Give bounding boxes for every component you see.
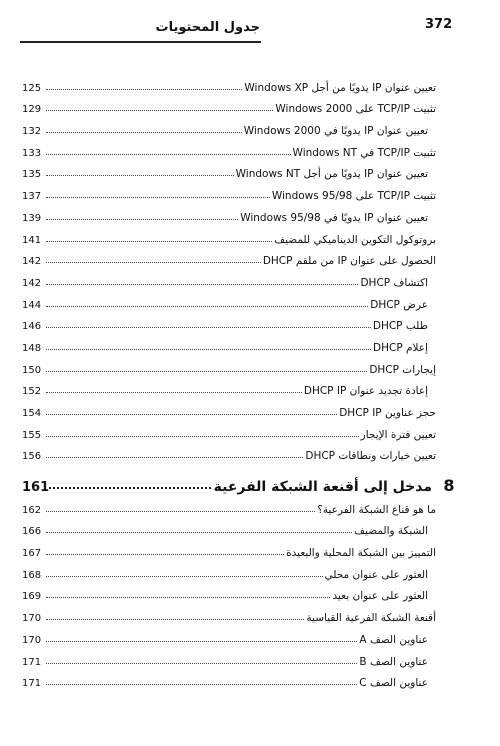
toc-entry-page: 125 (22, 82, 42, 94)
toc-section-bottom (22, 494, 436, 689)
toc-entry-label: عناوين الصف C (359, 677, 428, 690)
toc-entry-label: اكتشاف DHCP (360, 276, 428, 289)
toc-entry-label: ما هو قناع الشبكة الفرعية؟ (317, 503, 436, 516)
toc-entry-page: 162 (22, 504, 42, 516)
toc-entry-page: 133 (22, 147, 42, 159)
leader-dots (46, 349, 371, 350)
toc-entry-page: 139 (22, 212, 42, 224)
toc-entry-page: 132 (22, 126, 42, 138)
toc-section-top (22, 72, 436, 462)
toc-entry-label: التمييز بين الشبكة المحلية والبعيدة (286, 547, 436, 560)
leader-dots (46, 684, 357, 685)
toc-entry (22, 332, 436, 354)
toc-entry-page: 150 (22, 364, 42, 376)
toc-entry-label: تثبيت TCP/IP على Windows 2000 (275, 103, 436, 116)
toc-entry-page: 169 (22, 591, 42, 603)
toc-entry-page: 137 (22, 191, 42, 203)
toc-entry-label: إعلام DHCP (373, 341, 428, 354)
toc-entry (22, 581, 436, 603)
toc-entry-page: 155 (22, 429, 42, 441)
toc-entry-page: 171 (22, 656, 42, 668)
leader-dots (46, 219, 238, 220)
toc-entry-label: تعيين عنوان IP يدويًا من أجل Windows NT (235, 168, 428, 181)
leader-dots (46, 414, 337, 415)
toc-entry (22, 311, 436, 333)
toc-entry-label: تثبيت TCP/IP على Windows 95/98 (271, 190, 436, 203)
toc-entry (22, 94, 436, 116)
chapter-heading (22, 469, 462, 495)
toc-entry (22, 267, 436, 289)
toc-entry-page: 152 (22, 386, 42, 398)
toc-entry-label: عرض DHCP (370, 298, 428, 311)
leader-dots (49, 487, 211, 489)
toc-entry (22, 115, 436, 137)
toc-entry-label: العثور على عنوان محلي (324, 568, 428, 581)
toc-entry-page: 148 (22, 342, 42, 354)
toc-entry-label: العثور على عنوان بعيد (332, 590, 428, 603)
toc-entry-page: 171 (22, 678, 42, 690)
toc-entry (22, 441, 436, 463)
running-header-title: جدول المحتويات (155, 20, 260, 35)
toc-entry-page: 141 (22, 234, 42, 246)
leader-dots (46, 457, 303, 458)
leader-dots (46, 597, 330, 598)
leader-dots (46, 619, 304, 620)
leader-dots (46, 641, 357, 642)
toc-entry (22, 494, 436, 516)
toc-entry-page: 166 (22, 526, 42, 538)
leader-dots (46, 554, 284, 555)
header-rule (20, 41, 261, 43)
leader-dots (46, 663, 357, 664)
leader-dots (46, 262, 261, 263)
toc-entry (22, 159, 436, 181)
toc-entry (22, 668, 436, 690)
toc-entry (22, 559, 436, 581)
page-header (0, 0, 500, 50)
toc-entry (22, 224, 436, 246)
leader-dots (46, 371, 367, 372)
toc-entry-label: إيجارات DHCP (369, 363, 436, 376)
toc-entry (22, 397, 436, 419)
toc-entry (22, 516, 436, 538)
toc-entry-page: 146 (22, 321, 42, 333)
toc-entry-label: تثبيت TCP/IP في Windows NT (292, 146, 436, 159)
toc-entry-label: تعيين خيارات ونطاقات DHCP (305, 450, 436, 463)
leader-dots (46, 306, 368, 307)
leader-dots (46, 110, 273, 111)
toc-entry-page: 170 (22, 613, 42, 625)
leader-dots (46, 241, 272, 242)
page-number: 372 (425, 17, 453, 32)
toc-entry (22, 354, 436, 376)
toc-entry (22, 246, 436, 268)
leader-dots (46, 154, 291, 155)
toc-entry-page: 129 (22, 104, 42, 116)
leader-dots (46, 175, 234, 176)
toc-entry-page: 144 (22, 299, 42, 311)
toc-entry-label: بروتوكول التكوين الديناميكي للمضيف (274, 233, 436, 246)
toc-entry-label: تعيين عنوان IP يدويًا في Windows 95/98 (240, 211, 428, 224)
toc-entry-label: عناوين الصف B (359, 655, 428, 668)
toc-entry-label: طلب DHCP (372, 320, 428, 333)
chapter-title: مدخل إلى أقنعة الشبكة الفرعية (213, 479, 432, 495)
chapter-number: 8 (443, 476, 455, 495)
leader-dots (46, 89, 242, 90)
toc-entry-label: حجز عناوين DHCP IP (339, 407, 436, 419)
toc-entry (22, 419, 436, 441)
toc-entry-page: 142 (22, 256, 42, 268)
toc-entry-page: 135 (22, 169, 42, 181)
toc-entry-page: 156 (22, 451, 42, 463)
toc-entry-label: الشبكة والمضيف (354, 525, 428, 538)
toc-entry (22, 180, 436, 202)
toc-entry-page: 168 (22, 569, 42, 581)
toc-entry (22, 72, 436, 94)
leader-dots (46, 132, 242, 133)
toc-entry-label: تعيين فترة الإيجار (360, 428, 436, 441)
toc-entry-label: عناوين الصف A (359, 633, 428, 646)
toc-entry-page: 167 (22, 548, 42, 560)
toc-entry (22, 602, 436, 624)
leader-dots (46, 284, 358, 285)
leader-dots (46, 511, 315, 512)
toc-entry (22, 137, 436, 159)
toc-entry (22, 646, 436, 668)
toc-entry (22, 289, 436, 311)
leader-dots (46, 197, 270, 198)
toc-entry (22, 376, 436, 398)
toc-entry-page: 154 (22, 408, 42, 419)
chapter-page: 161 (22, 480, 50, 495)
toc-entry-label: تعيين عنوان IP يدويًا في Windows 2000 (243, 125, 428, 138)
toc-entry-label: الحصول على عنوان IP من ملقم DHCP (262, 255, 436, 268)
toc-entry (22, 202, 436, 224)
toc-entry (22, 537, 436, 559)
leader-dots (46, 532, 352, 533)
toc-entry-label: أقنعة الشبكة الفرعية القياسية (306, 612, 436, 625)
toc-entry-label: تعيين عنوان IP يدويًا من أجل Windows XP (244, 81, 436, 94)
leader-dots (46, 436, 359, 437)
toc-entry-label: إعادة تجديد عنوان DHCP IP (303, 385, 428, 398)
toc-entry-page: 170 (22, 634, 42, 646)
leader-dots (46, 327, 371, 328)
toc-entry-page: 142 (22, 277, 42, 289)
toc-entry (22, 624, 436, 646)
leader-dots (46, 576, 323, 577)
leader-dots (46, 392, 302, 393)
